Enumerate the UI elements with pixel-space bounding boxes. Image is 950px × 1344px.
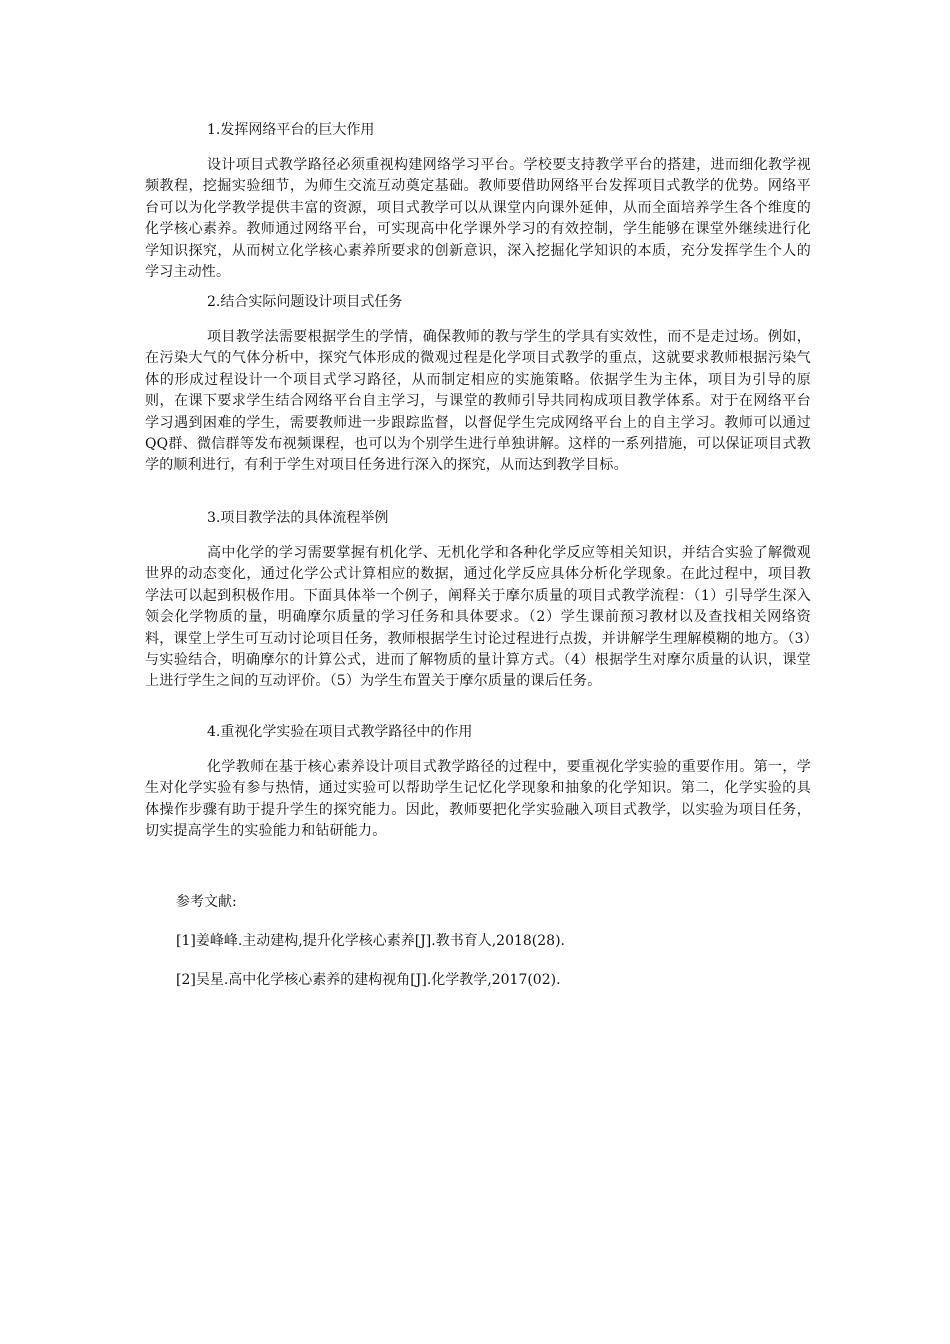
section-paragraph: 高中化学的学习需要掌握有机化学、无机化学和各种化学反应等相关知识，并结合实验了解微观世界的动态变化，通过化学公式计算相应的数据，通过化学反应具体分析化学现象。在此过程中，项目教学法可以起到积极作用。下面具体举一个例子，阐释关于摩尔质量的项目式教学流程：（1）引导学生深入领会化学物质的量，明确摩尔质量的学习任务和具体要求。（2）学生课前预习教材以及查找相关网络资料，课堂上学生可互动讨论项目任务，教师根据学生讨论过程进行点拨，并讲解学生理解模糊的地方。（3）与实验结合，明确摩尔的计算公式，进而了解物质的量计算方式。（4）根据学生对摩尔质量的认识，课堂上进行学生之间的互动评价。（5）为学生布置关于摩尔质量的课后任务。 — [145, 545, 811, 690]
section-paragraph: 设计项目式教学路径必须重视构建网络学习平台。学校要支持教学平台的搭建，进而细化教学视频教程，挖掘实验细节，为师生交流互动奠定基础。教师要借助网络平台发挥项目式教学的优势。网络平台可以为化学教学提供丰富的资源，项目式教学可以从课堂内向课外延伸，从而全面培养学生各个维度的化学核心素养。教师通过网络平台，可实现高中化学课外学习的有效控制，学生能够在课堂外继续进行化学知识探究，从而树立化学核心素养所要求的创新意识，深入挖掘化学知识的本质，充分发挥学生个人的学习主动性。 — [145, 157, 811, 281]
section-heading: 1.发挥网络平台的巨大作用 — [207, 122, 375, 138]
reference-item: [1]姜峰峰.主动建构,提升化学核心素养[J].教书育人,2018(28). — [176, 933, 565, 949]
section-4 — [145, 722, 811, 843]
section-paragraph: 化学教师在基于核心素养设计项目式教学路径的过程中，要重视化学实验的重要作用。第一，学生对化学实验有参与热情，通过实验可以帮助学生记忆化学现象和抽象的化学知识。第二，化学实验的具体操作步骤有助于提升学生的探究能力。因此，教师要把化学实验融入项目式教学，以实验为项目任务，切实提高学生的实验能力和钻研能力。 — [145, 759, 811, 840]
section-3 — [145, 508, 811, 693]
section-heading: 2.结合实际问题设计项目式任务 — [207, 294, 403, 310]
section-paragraph: 项目教学法需要根据学生的学情，确保教师的教与学生的学具有实效性，而不是走过场。例如，在污染大气的气体分析中，探究气体形成的微观过程是化学项目式教学的重点，这就要求教师根据污染气体的形成过程设计一个项目式学习路径，从而制定相应的实施策略。依据学生为主体，项目为引导的原则，在课下要求学生结合网络平台自主学习，与课堂的教师引导共同构成项目教学体系。对于在网络平台学习遇到困难的学生，需要教师进一步跟踪监督，以督促学生完成网络平台上的自主学习。教师可以通过QQ群、微信群等发布视频课程，也可以为个别学生进行单独讲解。这样的一系列措施，可以保证项目式教学的顺利进行，有利于学生对项目任务进行深入的探究，从而达到教学目标。 — [145, 329, 811, 474]
references — [176, 892, 816, 991]
reference-item: [2]吴星.高中化学核心素养的建构视角[J].化学教学,2017(02). — [176, 972, 561, 988]
section-heading: 4.重视化学实验在项目式教学路径中的作用 — [207, 724, 473, 740]
section-heading: 3.项目教学法的具体流程举例 — [207, 510, 389, 526]
section-2 — [145, 292, 811, 477]
section-1 — [145, 120, 811, 283]
references-title: 参考文献: — [176, 894, 237, 910]
